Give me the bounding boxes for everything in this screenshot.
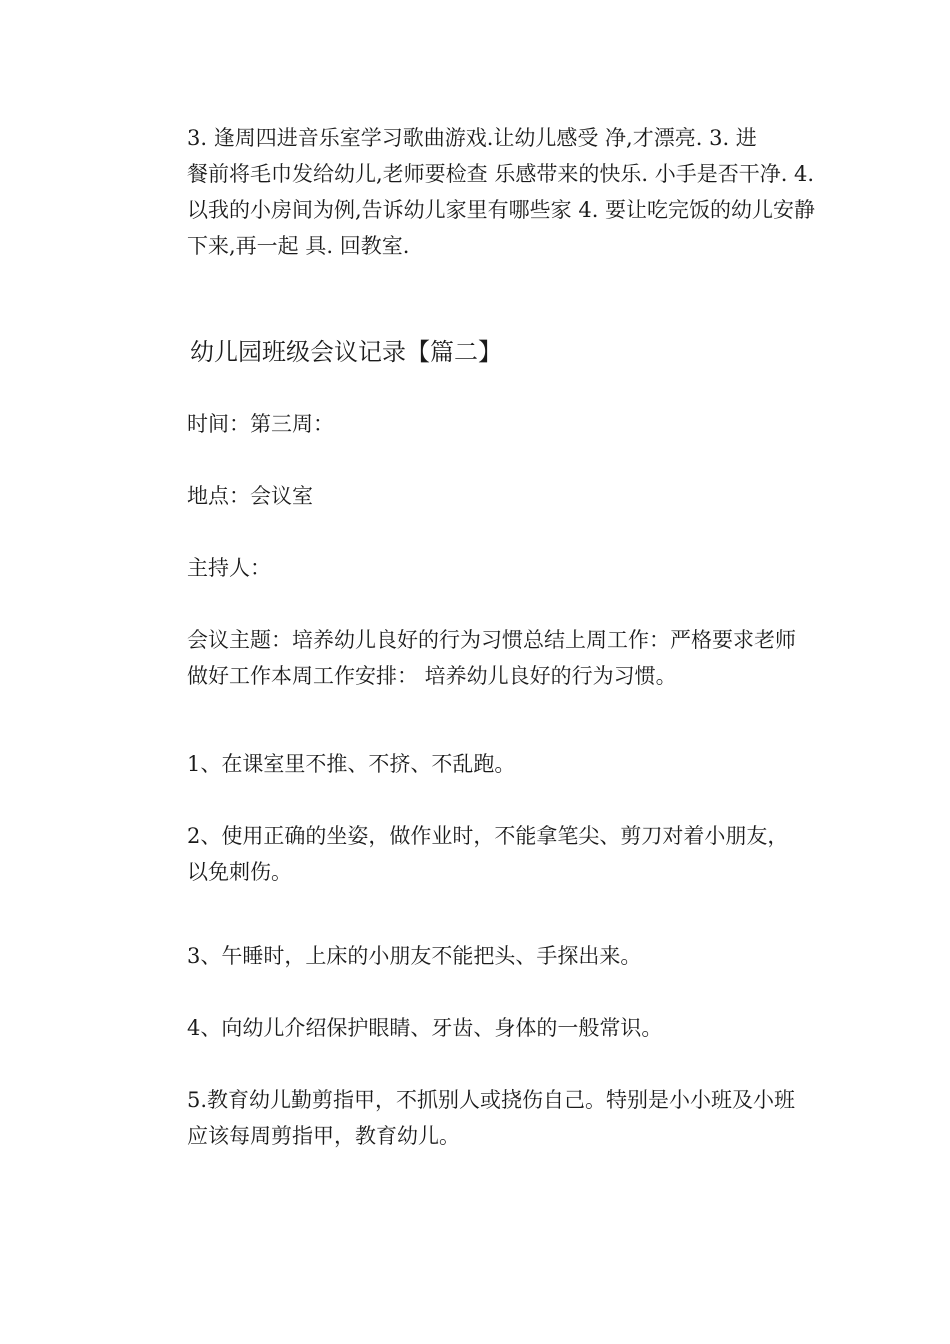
list-item-line: 以免刺伤。	[187, 860, 292, 884]
list-item	[145, 746, 815, 782]
list-item-line: 3、午睡时，上床的小朋友不能把头、手探出来。	[187, 944, 642, 968]
list-item	[145, 1010, 815, 1046]
list-item-line: 4、向幼儿介绍保护眼睛、牙齿、身体的一般常识。	[187, 1016, 663, 1040]
list-item	[145, 938, 815, 974]
intro-line: 餐前将毛巾发给幼儿,老师要检查 乐感带来的快乐. 小手是否干净. 4.	[187, 162, 815, 186]
meta-location: 地点：会议室	[187, 484, 313, 508]
list-item	[145, 1082, 815, 1154]
intro-line: 以我的小房间为例,告诉幼儿家里有哪些家 4. 要让吃完饭的幼儿安静	[187, 198, 816, 222]
list-item-line: 2、使用正确的坐姿，做作业时，不能拿笔尖、剪刀对着小朋友，	[187, 824, 789, 848]
list-item-line: 应该每周剪指甲，教育幼儿。	[187, 1124, 460, 1148]
theme-line: 做好工作本周工作安排： 培养幼儿良好的行为习惯。	[187, 664, 677, 688]
list-item	[145, 818, 815, 890]
intro-line: 3. 逢周四进音乐室学习歌曲游戏.让幼儿感受 净,才漂亮. 3. 进	[187, 126, 757, 150]
meta-time: 时间：第三周：	[187, 412, 334, 436]
list-item-line: 5.教育幼儿勤剪指甲，不抓别人或挠伤自己。特别是小小班及小班	[187, 1088, 796, 1112]
intro-line: 下来,再一起 具. 回教室.	[187, 234, 410, 258]
theme-paragraph	[145, 622, 815, 694]
meta-host: 主持人：	[187, 556, 271, 580]
section-title: 幼儿园班级会议记录【篇二】	[190, 338, 502, 366]
list-item-line: 1、在课室里不推、不挤、不乱跑。	[187, 752, 516, 776]
theme-line: 会议主题：培养幼儿良好的行为习惯总结上周工作：严格要求老师	[187, 628, 796, 652]
intro-paragraph	[145, 120, 815, 264]
